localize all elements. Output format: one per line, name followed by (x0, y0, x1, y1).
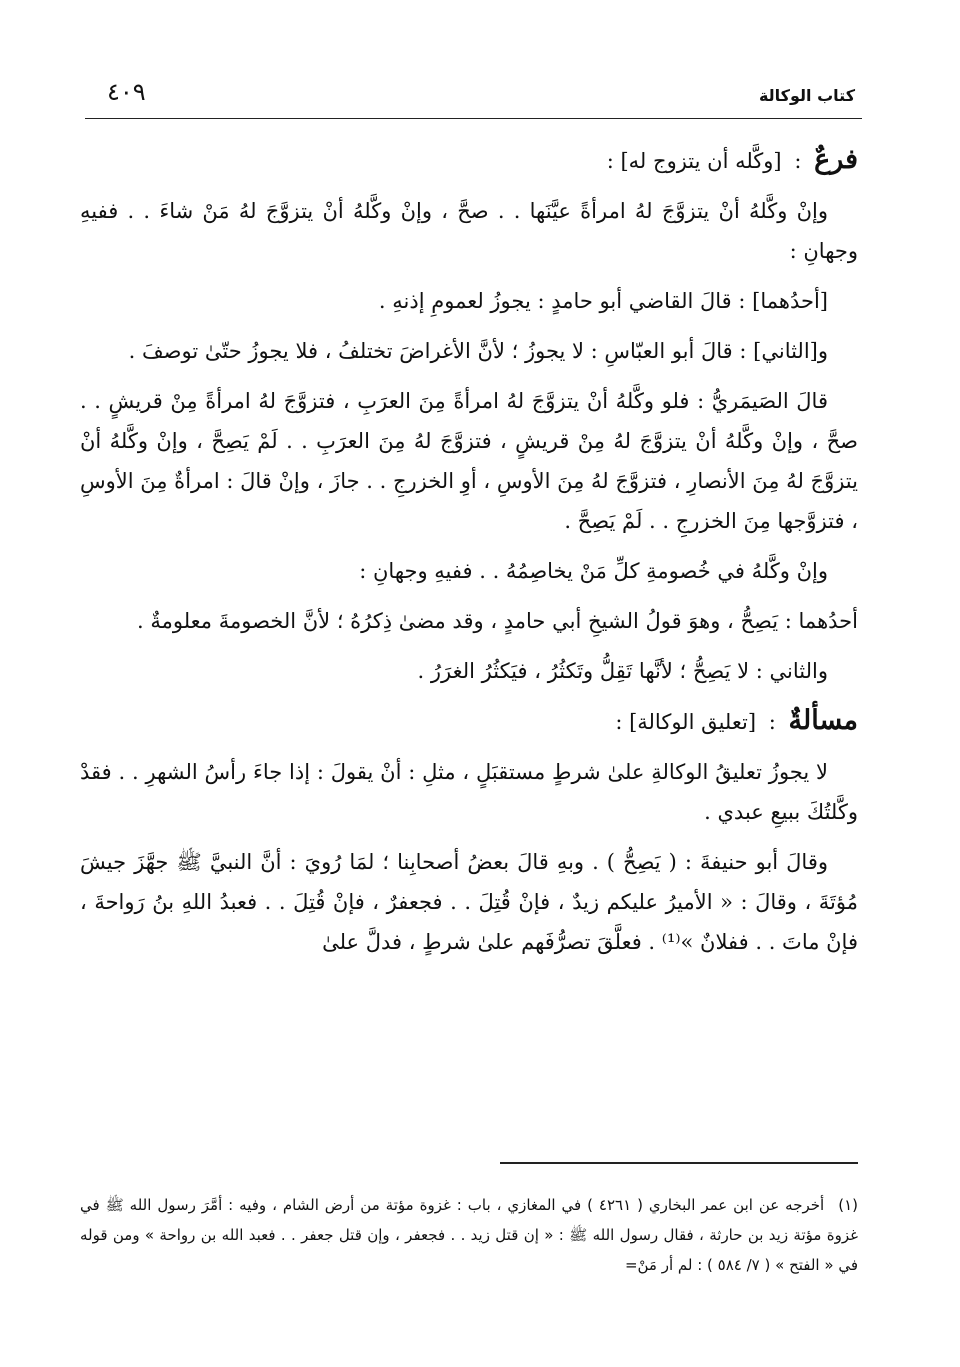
footnote-number: (١) (838, 1196, 858, 1214)
footnote-rule (500, 1162, 858, 1164)
main-text (80, 140, 858, 972)
heading-colon: : (794, 149, 802, 173)
running-title: كتاب الوكالة (758, 86, 855, 105)
footnote (80, 1190, 858, 1280)
section-subtitle: [وكَّله أن يتزوج له] : (606, 149, 782, 173)
paragraph: وإنْ وكَّلهُ أنْ يتزوَّجَ لهُ امرأةً عيَّنَها . . صحَّ ، وإنْ وكَّلهُ أنْ يتزوَّجَ لهُ مَنْ شاءَ . . ففيهِ وجهانِ : (80, 199, 858, 263)
footnote-text: أخرجه عن ابن عمر البخاري ( ٤٢٦١ ) في المغازي ، باب : غزوة مؤتة من أرض الشام ، وفيه : أمَّرَ رسول الله ﷺ في غزوة مؤتة زيد بن حارثة ، فقال رسول الله ﷺ : « إن قتل زيد . . فجعفر ، وإن قتل جعفر . . فعبد الله بن رواحة » ومن قوله في « الفتح » ( ٧/ ٥٨٤ ) : لم أر مَنْ= (80, 1196, 858, 1274)
paragraph: لا يجوزُ تعليقُ الوكالةِ علىٰ شرطٍ مستقبَلٍ ، مثلِ : أنْ يقولَ : إذا جاءَ رأسُ الشهرِ . . فقدْ وكَّلتُكَ ببيعِ عبدي . (80, 760, 858, 824)
heading-colon: : (768, 710, 776, 734)
section-label: فرعٌ (814, 144, 858, 175)
paragraph: قالَ الصَيمَريُّ : فلو وكَّلهُ أنْ يتزوَّجَ لهُ امرأةً مِنَ العرَبِ ، فتزوَّجَ لهُ امرأةً مِنْ قريشٍ . . صحَّ ، وإنْ وكَّلهُ أنْ يتزوَّجَ لهُ مِنْ قريشٍ ، فتزوَّجَ لهُ مِنَ العرَبِ . . لَمْ يَصِحَّ ، وإنْ وكَّلهُ أنْ يتزوَّجَ لهُ مِنَ الأنصارِ ، فتزوَّجَ لهُ مِنَ الأوسِ ، أوِ الخزرجِ . . جازَ ، وإنْ قالَ : امرأةٌ مِنَ الأوسِ ، فتزوَّجها مِنَ الخزرجِ . . لَمْ يَصِحَّ . (80, 389, 858, 533)
header-rule (85, 118, 862, 119)
page-number: ٤٠٩ (107, 78, 146, 106)
section-label: مسألةٌ (788, 705, 858, 736)
paragraph: أحدُهما : يَصِحُّ ، وهوَ قولُ الشيخِ أبي حامدٍ ، وقد مضىٰ ذِكرُهُ ؛ لأنَّ الخصومةَ معلومةٌ . (137, 609, 858, 633)
page-header (85, 78, 855, 118)
paragraph: وقالَ أبو حنيفةَ : ( يَصِحُّ ) . وبهِ قالَ بعضُ أصحابِنا ؛ لمَا رُويَ : أنَّ النبيَّ ﷺ جهَّزَ جيشَ مُؤتَةَ ، وقالَ : « الأميرُ عليكم زيدٌ ، فإنْ قُتِلَ . . فجعفرٌ ، فإنْ قُتِلَ . . فعبدُ اللهِ بنُ رَواحةَ ، فإنْ ماتَ . . ففلانٌ »⁽¹⁾ . فعلَّقَ تصرُّفَهم علىٰ شرطٍ ، فدلَّ علىٰ (80, 850, 858, 954)
paragraph: [أحدُهما] : قالَ القاضي أبو حامدٍ : يجوزُ لعمومِ إذنهِ . (378, 289, 828, 313)
paragraph: وإنْ وكَّلهُ في خُصومةِ كلِّ مَنْ يخاصِمُهُ . . ففيهِ وجهانِ : (359, 559, 828, 583)
paragraph: و[الثاني] : قالَ أبو العبّاسِ : لا يجوزُ ؛ لأنَّ الأغراضَ تختلفُ ، فلا يجوزُ حتّىٰ توصفَ . (128, 339, 828, 363)
section-heading-masala (80, 701, 858, 742)
paragraph: والثاني : لا يَصِحُّ ؛ لأنَّها تَقِلُّ وتَكثُرُ ، فيَكثُرُ الغرَرُ . (417, 659, 828, 683)
section-heading-far (80, 140, 858, 181)
section-subtitle: [تعليق الوكالة] : (615, 710, 757, 734)
